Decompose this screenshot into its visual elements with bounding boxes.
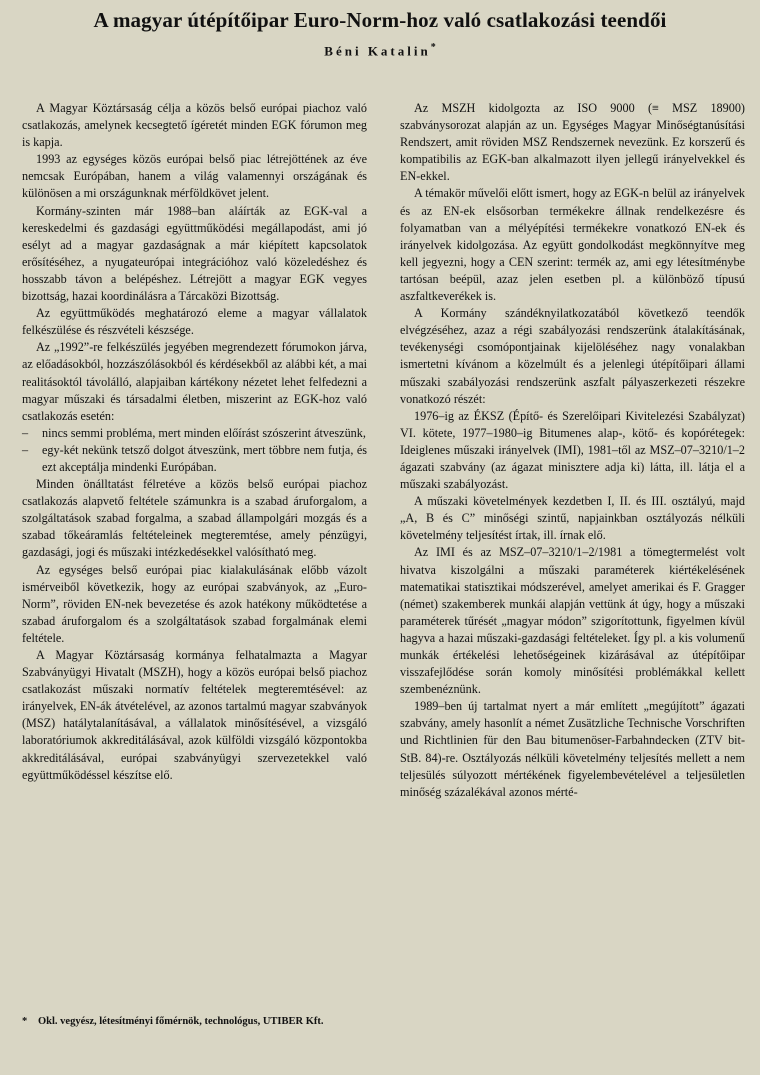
author-name: Béni Katalin	[324, 43, 431, 59]
footnote	[22, 1015, 382, 1029]
paragraph: A Magyar Köztársaság kormánya felhatalmazta a Magyar Szabványügyi Hivatalt (MSZH), hogy a közös európai belső piachoz csatlakozást műszaki normatív feltételek megteremtésével: az irányelvek, EN-ák átvételével, az azonos tartalmú magyar szabványok (MSZ) hatálytalanításával, a vállalatok minősítésével, a vizsgáló laboratóriumok akkreditálásával, azok külföldi vizsgáló központokba akkreditálásával, európai szabványügyi szervezetekkel való együttműködéssel készítse elő.	[22, 648, 367, 782]
left-column	[22, 100, 367, 784]
paragraph: Az MSZH kidolgozta az ISO 9000 (≡ MSZ 18900) szabványsorozat alapján az un. Egységes Magyar Minőségtanúsítási Rendszert, amit röviden MSZ Rendszernek nevezünk. Ez korszerű és kompatibilis az EGK-ban alkalmazott ilyen jellegű irányelvekkel és EN-ekkel.	[400, 101, 745, 184]
list-item	[22, 425, 367, 442]
paragraph: Minden önálltatást félretéve a közös belső európai piachoz csatlakozás alapvető feltétele számunkra is a szabad áruforgalom, a szolgáltatások szabad forgalma, a szabad állampolgári mozgás és a szabad tőkeáramlás feltételeinek megteremtése, amely pénzügyi, gazdasági, jogi és műszaki intézkedésekkel valósítható meg.	[22, 477, 367, 560]
paragraph: 1976–ig az ÉKSZ (Építő- és Szerelőipari Kivitelezési Szabályzat) VI. kötete, 1977–1980–ig Bitumenes alap-, kötő- és kopórétegek: Ideiglenes műszaki irányelvek (IMI), 1981–től az MSZ–07–3210/1–2 ágazati szabvány (az ágazat minisztere adja ki) látta, ill. látja el a műszaki szabályozást.	[400, 408, 745, 492]
paragraph: A Magyar Köztársaság célja a közös belső európai piachoz való csatlakozás, amelynek kecsegtető ígéretét minden EGK fórumon meg is kapja.	[22, 101, 367, 150]
paragraph: Az együttműködés meghatározó eleme a magyar vállalatok felkészülése és részvételi készsége.	[22, 306, 367, 338]
author-line	[0, 42, 760, 59]
dash-list	[22, 425, 367, 476]
paragraph: Az IMI és az MSZ–07–3210/1–2/1981 a tömegtermelést volt hivatva kiszolgálni a műszaki paraméterek kiértékelésének matematikai statisztikai módszerével, amelyet amerikai és F. Gragger (német) szakemberek munkái alapján vettünk át úgy, hogy a műszaki paraméterek tűrését „magyar módon” szigorítottunk, figyelmen kívül hagyva a hazai műszaki-gazdasági feltételeket. Így pl. a kis volumenű munkák értékelési lehetőségeinek kizárásával az útépítőipar visszafejlődése során komoly minősítési problémákkal kellett szembenéznünk.	[400, 545, 745, 697]
paragraph: Az „1992”-re felkészülés jegyében megrendezett fórumokon járva, az előadásokból, hozzászólásokból és kérdésekből az alábbi két, a mai realitásoktól távolálló, alapjaiban kártékony nézetet lehet felfedezni a magyar műszaki és társadalmi életben, miszerint az EGK-hoz való csatlakozás esetén:	[22, 340, 367, 423]
dash-marker: –	[22, 442, 29, 457]
list-item-text: nincs semmi probléma, mert minden előírást szószerint átveszünk,	[42, 425, 366, 440]
footnote-mark: *	[22, 1016, 28, 1027]
paragraph: Kormány-szinten már 1988–ban aláírták az EGK-val a kereskedelmi és gazdasági együttműködési megállapodást, ami jó esélyt ad a magyar gazdaságnak a már kiépített kapcsolatok erősítéséhez, a nyugateurópai integrációhoz való közeledéshez és hosszabb távon a belépéshez. Létrejött a magyar EGK vegyes bizottság, hazai koordinálásra a Tárcaközi Bizottság.	[22, 203, 367, 304]
list-item-text: egy-két nekünk tetsző dolgot átveszünk, mert többre nem futja, és ezt akceptálja mindenki Európában.	[42, 442, 367, 474]
article-title: A magyar útépítőipar Euro-Norm-hoz való csatlakozási teendői	[93, 8, 667, 32]
paragraph: 1989–ben új tartalmat nyert a már említett „megújított” ágazati szabvány, amely hasonlít a német Zusätzliche Technische Vorschriften und Richtlinien für den Bau bitumenöser-Farbahndecken (ZTV bit-StB. 84)-re. Osztályozás nélküli követelmény teljesítés mellett a nem teljesülés súlyozott mértékének figyelembevételével a teljesületlen minőség százalékával azonos mérté-	[400, 699, 745, 799]
paragraph: A Kormány szándéknyilatkozatából következő teendők elvégzéséhez, azaz a régi szabályozási rendszerünk átalakításának, tevékenységi csomópontjainak kijelöléséhez nagy vonalakban ismertetni kívánom a közelmúlt és a jelenlegi útépítőipari állami műszaki szabályozási rendszerünk aszfalt pályaszerkezeti részekre vonatkozó részét:	[400, 306, 745, 406]
author-footnote-mark: *	[430, 42, 436, 53]
footnote-text: Okl. vegyész, létesítményi főmérnök, technológus, UTIBER Kft.	[38, 1016, 324, 1027]
dash-marker: –	[22, 425, 29, 440]
right-column	[400, 100, 745, 801]
paragraph: Az egységes belső európai piac kialakulásának előbb vázolt ismérveiből következik, hogy az európai szabványok, az „Euro-Norm”, röviden EN-nek bevezetése és azok hatékony működtetése a szabad áruforgalom és a szolgáltatások szabad forgalmának elemi feltétele.	[22, 562, 367, 645]
paragraph: A témakör művelői előtt ismert, hogy az EGK-n belül az irányelvek és az EN-ek elsősorban termékekre állnak rendelkezésre és folyamatban van a mélyépítési termékekre vonatkozó EN-ek és irányelvek kidolgozása. Az együtt gondolkodást megkönnyítve meg kell jegyezni, hogy a CEN szerint: termék az, ami egy létesítménybe tartósan beépül, azaz jelen esetben pl. a különböző típusú aszfaltkeverékek is.	[400, 186, 745, 304]
paragraph: 1993 az egységes közös európai belső piac létrejöttének az éve nemcsak Európában, hanem a világ valamennyi országának és különösen a mi országunknak mérföldkövet jelent.	[22, 152, 367, 201]
paragraph: A műszaki követelmények kezdetben I, II. és III. osztályú, majd „A, B és C” minőségi szintű, napjainkban osztályozás nélküli követelmény teljesítést írtak, ill. írnak elő.	[400, 494, 745, 543]
list-item	[22, 442, 367, 476]
